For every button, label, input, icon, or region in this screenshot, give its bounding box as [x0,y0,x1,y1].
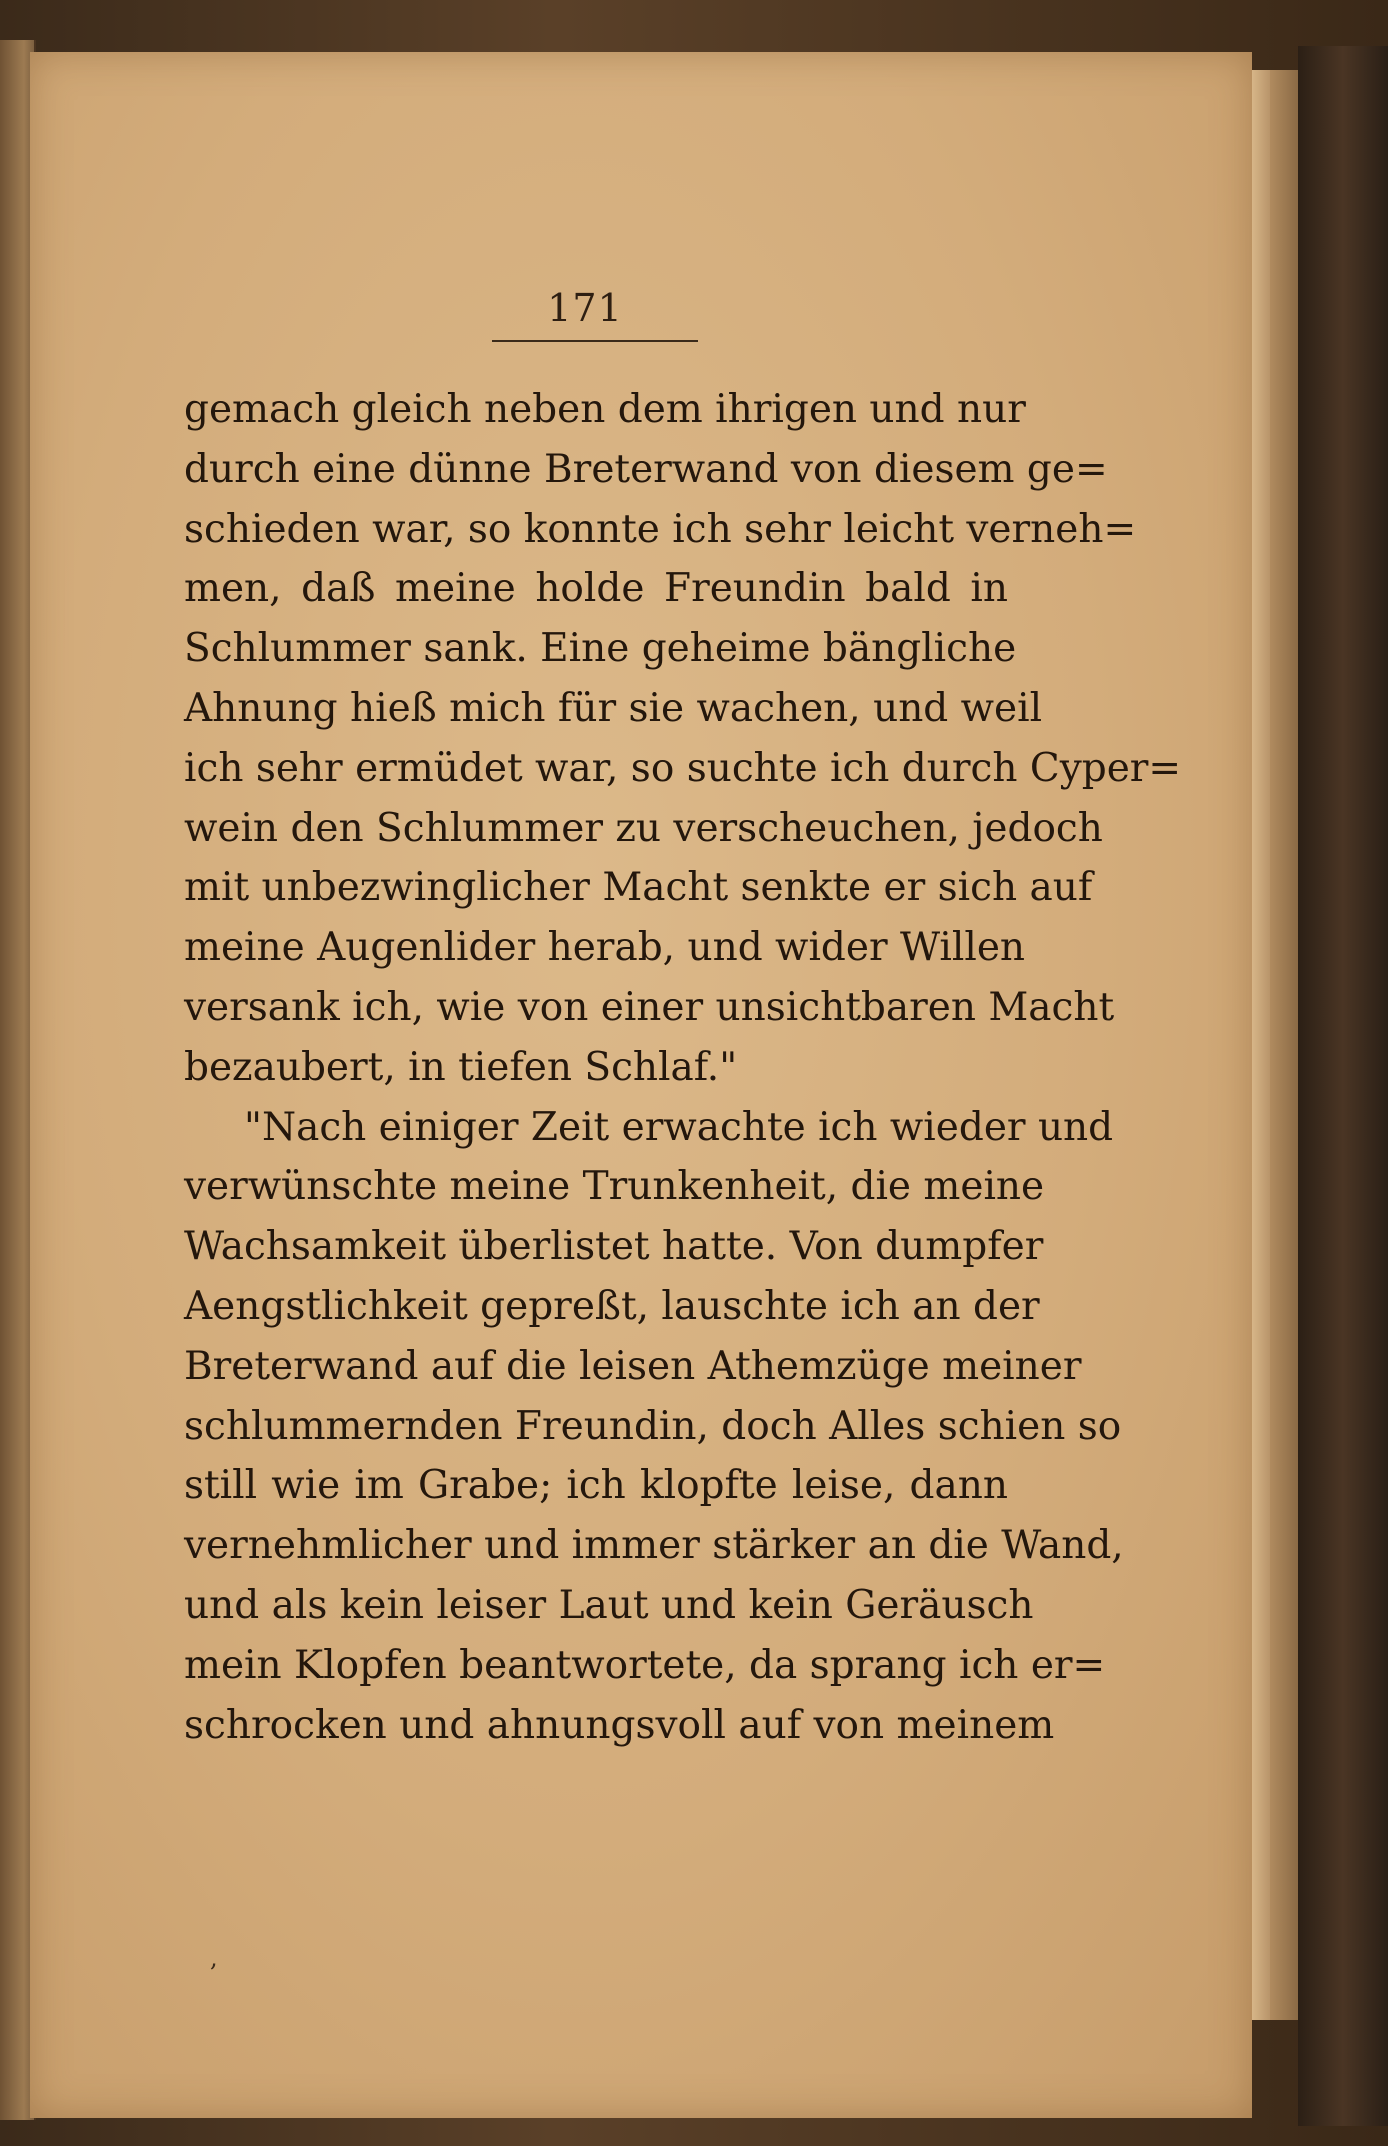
page-edge [1252,70,1270,2020]
text-line: Wachsamkeit überlistet hatte. Von dumpfer [184,1224,1044,1270]
right-cover [1298,46,1388,2126]
text-line: Breterwand auf die leisen Athemzüge meiner [184,1343,1082,1389]
page-number: 171 [547,286,623,330]
page-number-rule [492,340,698,342]
text-line: schlummernden Freundin, doch Alles schien so [184,1403,1122,1449]
text-line: men, daß meine holde Freundin bald in [184,566,1008,612]
text-line: Schlummer sank. Eine geheime bängliche [184,626,1017,672]
text-line: wein den Schlummer zu verscheuchen, jedoch [184,805,1103,851]
pencil-mark: , [210,1944,218,1972]
text-line: und als kein leiser Laut und kein Geräusch [184,1582,1034,1628]
body-text [184,380,1182,1755]
text-line: verwünschte meine Trunkenheit, die meine [184,1164,1045,1210]
text-line: Aengstlichkeit gepreßt, lauschte ich an der [184,1283,1040,1329]
text-line: versank ich, wie von einer unsichtbaren Macht [184,984,1115,1030]
text-line: gemach gleich neben dem ihrigen und nur [184,387,1026,432]
text-line: schrocken und ahnungsvoll auf von meinem [184,1702,1055,1748]
text-line: still wie im Grabe; ich klopfte leise, dann [184,1463,1008,1509]
text-line: bezaubert, in tiefen Schlaf." [184,1044,738,1090]
text-line: meine Augenlider herab, und wider Willen [184,925,1026,971]
text-line: durch eine dünne Breterwand von diesem ge= [184,446,1108,492]
text-line: mein Klopfen beantwortete, da sprang ich er= [184,1642,1106,1688]
page-edge-stack [1270,70,1298,2020]
text-line: mit unbezwinglicher Macht senkte er sich auf [184,865,1093,911]
text-line: "Nach einiger Zeit erwachte ich wieder und [244,1104,1114,1150]
text-line: vernehmlicher und immer stärker an die Wand, [184,1523,1124,1569]
text-line: ich sehr ermüdet war, so suchte ich durch Cyper= [184,745,1182,791]
text-line: schieden war, so konnte ich sehr leicht verneh= [184,506,1137,552]
text-line: Ahnung hieß mich für sie wachen, und weil [184,685,1043,731]
